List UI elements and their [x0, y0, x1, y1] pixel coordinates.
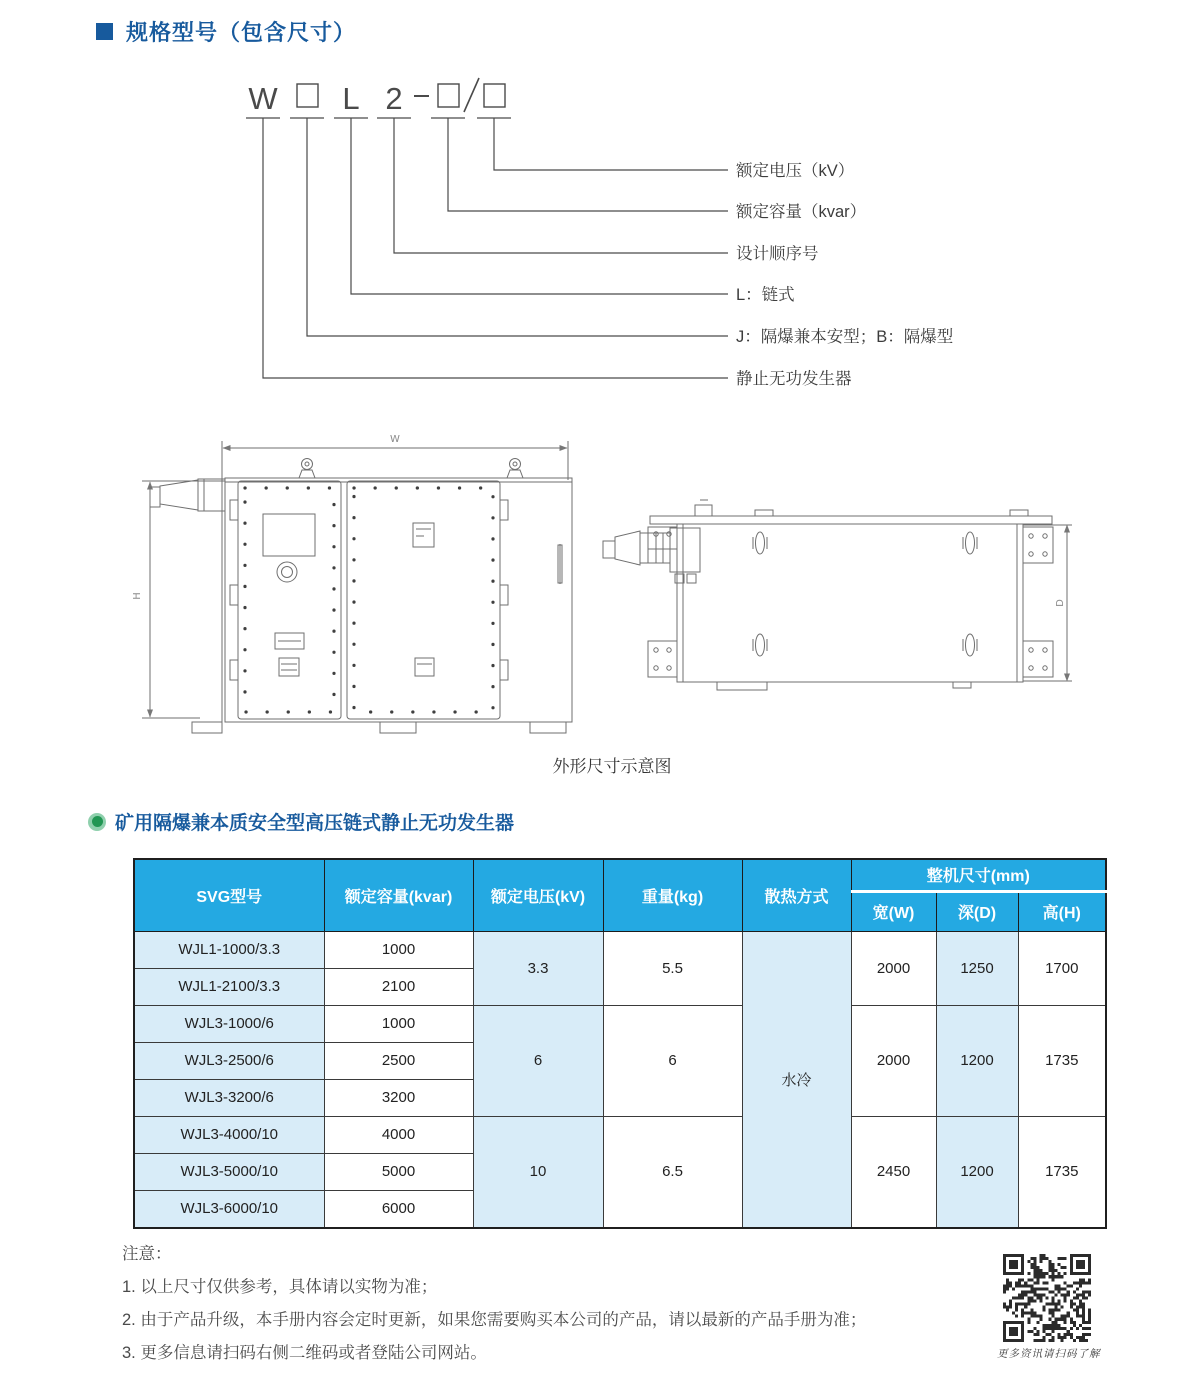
- cell-weight: 5.5: [603, 931, 742, 1005]
- model-label-chain: L：链式: [736, 286, 795, 304]
- model-char-box-2: [438, 84, 459, 107]
- cell-voltage: 3.3: [473, 931, 603, 1005]
- model-char-l: L: [342, 81, 360, 116]
- cell-model: WJL3-5000/10: [134, 1153, 324, 1190]
- cell-voltage: 6: [473, 1005, 603, 1116]
- col-header-dim-h: 高(H): [1018, 891, 1106, 931]
- product-section-title: [88, 808, 514, 835]
- dim-label-width: W: [390, 434, 400, 445]
- cell-dim-w: 2000: [851, 1005, 936, 1116]
- cell-model: WJL3-6000/10: [134, 1190, 324, 1228]
- cell-weight: 6: [603, 1005, 742, 1116]
- model-label-svg: 静止无功发生器: [736, 370, 852, 388]
- cell-capacity: 1000: [324, 931, 473, 968]
- model-char-box-1: [297, 84, 318, 107]
- cell-dim-h: 1700: [1018, 931, 1106, 1005]
- cell-dim-w: 2450: [851, 1116, 936, 1228]
- spec-table: [133, 858, 1107, 1229]
- model-label-capacity: 额定容量（kvar）: [736, 203, 867, 221]
- note-item-2: 2. 由于产品升级，本手册内容会定时更新，如果您需要购买本公司的产品，请以最新的产品手册为准；: [122, 1311, 867, 1329]
- qr-caption: 更多资讯请扫码了解: [997, 1348, 1101, 1360]
- cell-dim-d: 1200: [936, 1116, 1018, 1228]
- cell-model: WJL3-4000/10: [134, 1116, 324, 1153]
- table-row: [134, 1005, 1106, 1042]
- model-char-w: W: [248, 81, 278, 116]
- model-code-diagram: [230, 72, 1020, 402]
- model-char-slash: [464, 78, 479, 112]
- col-header-dim-w: 宽(W): [851, 891, 936, 931]
- col-header-capacity: 额定容量(kvar): [324, 859, 473, 931]
- front-view-drawing: [142, 441, 572, 733]
- square-bullet-icon: [96, 23, 113, 40]
- cell-capacity: 3200: [324, 1079, 473, 1116]
- qr-block: [997, 1254, 1101, 1361]
- model-char-2: 2: [385, 81, 403, 116]
- notes-title: 注意：: [122, 1245, 172, 1263]
- cell-weight: 6.5: [603, 1116, 742, 1228]
- col-header-weight: 重量(kg): [603, 859, 742, 931]
- dim-label-height: H: [132, 592, 143, 600]
- cell-capacity: 2500: [324, 1042, 473, 1079]
- table-row: [134, 931, 1106, 968]
- cell-dim-h: 1735: [1018, 1116, 1106, 1228]
- qr-code: [1003, 1254, 1091, 1342]
- drawing-caption: 外形尺寸示意图: [552, 757, 672, 776]
- circle-bullet-icon: [88, 813, 106, 831]
- col-header-model: SVG型号: [134, 859, 324, 931]
- page-title-text: 规格型号（包含尺寸）: [126, 20, 357, 45]
- notes-block: [122, 1244, 866, 1376]
- product-section-title-text: 矿用隔爆兼本质安全型高压链式静止无功发生器: [115, 813, 515, 834]
- model-label-type: J：隔爆兼本安型；B：隔爆型: [736, 328, 954, 346]
- col-header-voltage: 额定电压(kV): [473, 859, 603, 931]
- cell-capacity: 1000: [324, 1005, 473, 1042]
- cell-model: WJL1-1000/3.3: [134, 931, 324, 968]
- cell-model: WJL3-3200/6: [134, 1079, 324, 1116]
- note-item-3: 3. 更多信息请扫码右侧二维码或者登陆公司网站。: [122, 1344, 487, 1362]
- dim-label-depth: D: [1055, 599, 1066, 607]
- cell-model: WJL1-2100/3.3: [134, 968, 324, 1005]
- table-row: [134, 1116, 1106, 1153]
- col-header-cooling: 散热方式: [742, 859, 851, 931]
- cell-cooling: 水冷: [742, 931, 851, 1228]
- cell-voltage: 10: [473, 1116, 603, 1228]
- model-label-voltage: 额定电压（kV）: [736, 162, 855, 180]
- cell-capacity: 2100: [324, 968, 473, 1005]
- cell-model: WJL3-2500/6: [134, 1042, 324, 1079]
- cell-model: WJL3-1000/6: [134, 1005, 324, 1042]
- model-label-design: 设计顺序号: [736, 245, 819, 263]
- page-title: [96, 16, 356, 47]
- cell-capacity: 6000: [324, 1190, 473, 1228]
- outline-drawings: [130, 424, 1110, 744]
- cell-dim-h: 1735: [1018, 1005, 1106, 1116]
- top-view-drawing: [603, 500, 1072, 690]
- cell-dim-d: 1250: [936, 931, 1018, 1005]
- cell-dim-w: 2000: [851, 931, 936, 1005]
- door-bolts-right: [354, 488, 493, 712]
- door-bolts-left: [245, 488, 334, 712]
- cell-capacity: 5000: [324, 1153, 473, 1190]
- note-item-1: 1. 以上尺寸仅供参考，具体请以实物为准；: [122, 1278, 438, 1296]
- col-header-dimensions: 整机尺寸(mm): [851, 859, 1106, 891]
- cell-dim-d: 1200: [936, 1005, 1018, 1116]
- cell-capacity: 4000: [324, 1116, 473, 1153]
- model-char-box-3: [484, 84, 505, 107]
- col-header-dim-d: 深(D): [936, 891, 1018, 931]
